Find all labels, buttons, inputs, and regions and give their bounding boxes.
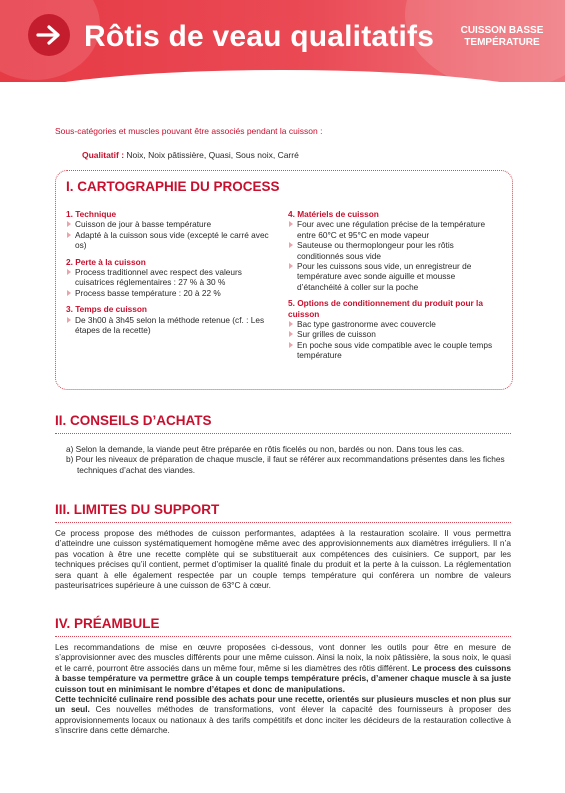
process-box — [55, 170, 513, 390]
section-divider — [55, 433, 511, 434]
limites-paragraph: Ce process propose des méthodes de cuisson performantes, adaptées à la restauration scolaire. Il vous permettra d’atteindre une cuisson systématiquement homogène même avec des approvisionnements aux diamètres irréguliers. Il n’a pas vocation à être une recette complète qui se substituerait aux compétences des cuisiniers. Ce support, par les techniques précises qu’il contient, permet d’optimiser la qualité finale du produit et la perte à la cuisson. La réglementation sera quant à elle également respectée par un couple temps température qui conférera un nombre de valeurs pasteurisatrices supérieure à une cuisson de 63°C à cœur. — [55, 528, 511, 591]
process-right-column — [288, 209, 502, 361]
list-item: Sauteuse ou thermoplongeur pour les rôtis conditionnés sous vide — [288, 240, 502, 261]
preambule-text-1: Les recommandations de mise en œuvre proposées ci-dessous, vont donner les outils pour être en mesure de s’approvisionner avec des muscles différents pour une même cuisson. Ainsi la noix, la noix pâtissière, la sous noix, le quasi et le carré, pourront être associés dans un même four, même si les diamètres des rôtis différent. — [55, 642, 511, 673]
page-title: Rôtis de veau qualitatifs — [84, 20, 435, 53]
category-badge — [456, 25, 548, 48]
process-title: I. CARTOGRAPHIE DU PROCESS — [66, 179, 280, 194]
section-title: 3. Temps de cuisson — [66, 304, 147, 315]
section-divider — [55, 522, 511, 523]
list-item: Pour les cuissons sous vide, un enregistreur de température avec sonde aiguille et mousse d’étanchéité à coller sur la poche — [288, 261, 502, 292]
qualitatif-value: Noix, Noix pâtissière, Quasi, Sous noix, Carré — [124, 150, 299, 160]
process-left-column — [66, 209, 276, 335]
subcategories-label: Sous-catégories et muscles pouvant être associés pendant la cuisson : — [55, 126, 323, 136]
preambule-text — [55, 642, 511, 736]
preambule-paragraph — [55, 642, 511, 736]
badge-line-2: TEMPÉRATURE — [464, 36, 540, 48]
conseil-a: a) Selon la demande, la viande peut être préparée en rôtis ficelés ou non, bardés ou non. Dans tous les cas. — [66, 444, 465, 454]
qualitatif-line — [82, 150, 299, 160]
limites-title: III. LIMITES DU SUPPORT — [55, 502, 220, 517]
preambule-title: IV. PRÉAMBULE — [55, 616, 160, 631]
conseils-list — [66, 444, 511, 475]
preambule-text-2: Ces nouvelles méthodes de transformations, vont élever la capacité des fournisseurs à proposer des approvisionnements locaux ou nationaux à des tarifs compétitifs et donc inciter les décideurs de la restauration collective à s’inscrire dans cette démarche. — [55, 704, 511, 736]
conseil-b: b) Pour les niveaux de préparation de chaque muscle, il faut se référer aux recommandations présentes dans les fiches techniques d’achat des viandes. — [66, 454, 505, 475]
list-item: Process traditionnel avec respect des valeurs cuisatrices réglementaires : 27 % à 30 % — [66, 267, 276, 288]
section-title: 5. Options de conditionnement du produit pour la cuisson — [288, 298, 483, 319]
list-item: Process basse température : 20 à 22 % — [66, 288, 276, 298]
list-item: Cuisson de jour à basse température — [66, 219, 276, 229]
section-title: 2. Perte à la cuisson — [66, 256, 146, 267]
qualitatif-label: Qualitatif : — [82, 150, 125, 160]
list-item: Sur grilles de cuisson — [288, 329, 502, 339]
preambule-bold-1: Le process des cuissons à basse température va permettre grâce à un couple temps température précis, d’amener chaque muscle à sa juste cuisson tout en minimisant le nombre d’étapes et donc de manipulations. — [55, 662, 511, 694]
badge-line-1: CUISSON BASSE — [460, 25, 544, 36]
section-title: 1. Technique — [66, 209, 117, 219]
list-item: Bac type gastronorme avec couvercle — [288, 319, 502, 329]
arrow-right-icon — [28, 14, 70, 56]
preambule-bold-2: Cette technicité culinaire rend possible des achats pour une recette, orientés sur plusieurs muscles et non plus sur un seul. — [55, 694, 511, 715]
list-item: Four avec une régulation précise de la température entre 60°C et 95°C en mode vapeur — [288, 219, 502, 240]
section-divider — [55, 636, 511, 637]
list-item: Adapté à la cuisson sous vide (excepté le carré avec os) — [66, 230, 276, 251]
limites-text — [55, 528, 511, 590]
list-item: De 3h00 à 3h45 selon la méthode retenue (cf. : Les étapes de la recette) — [66, 315, 276, 336]
conseils-title: II. CONSEILS D’ACHATS — [55, 413, 212, 428]
list-item: En poche sous vide compatible avec le couple temps température — [288, 340, 502, 361]
section-title: 4. Matériels de cuisson — [288, 209, 379, 219]
